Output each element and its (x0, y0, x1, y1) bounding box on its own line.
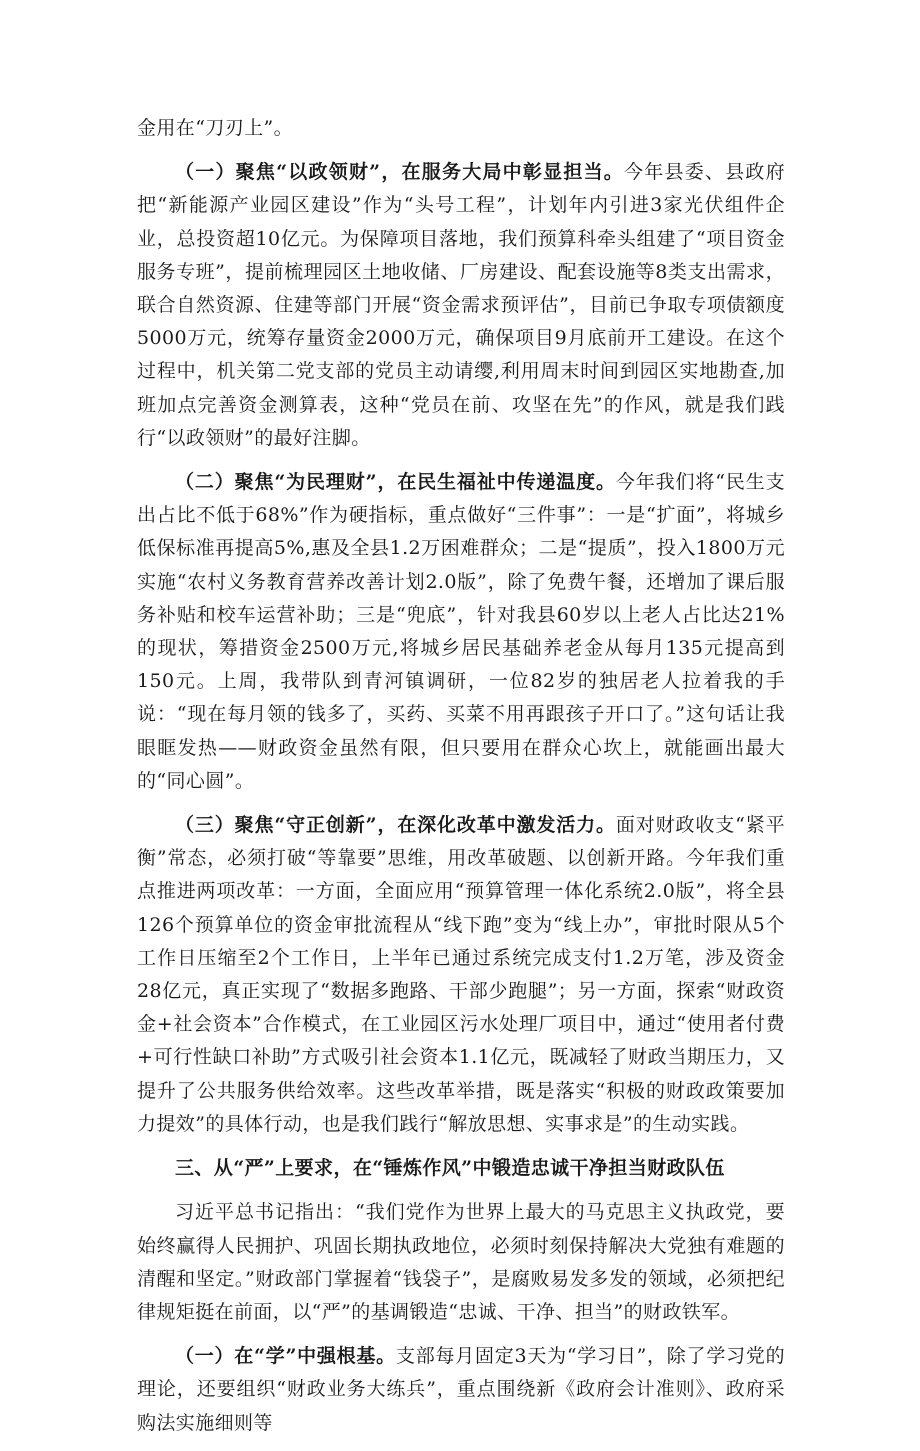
paragraph-lead: （三）聚焦“守正创新”，在深化改革中激发活力。 (175, 814, 616, 837)
paragraph-body: 支部每月固定3天为“学习日”，除了学习党的理论，还要组织“财政业务大练兵”，重点围绕新《政府会计准则》、政府采购法实施细则等 (137, 1345, 785, 1434)
paragraph-lead: （一）聚焦“以政领财”，在服务大局中彰显担当。 (175, 161, 625, 184)
paragraph-innovation (137, 809, 785, 1141)
paragraph-finance-for-people (137, 466, 785, 798)
paragraph-body: 面对财政收支“紧平衡”常态，必须打破“等靠要”思维，用改革破题、以创新开路。今年我们重点推进两项改革：一方面，全面应用“预算管理一体化系统2.0版”，将全县126个预算单位的资金审批流程从“线下跑”变为“线上办”，审批时限从5个工作日压缩至2个工作日，上半年已通过系统完成支付1.2万笔，涉及资金28亿元，真正实现了“数据多跑路、干部少跑腿”；另一方面，探索“财政资金+社会资本”合作模式，在工业园区污水处理厂项目中，通过“使用者付费+可行性缺口补助”方式吸引社会资本1.1亿元，既减轻了财政当期压力，又提升了公共服务供给效率。这些改革举措，既是落实“积极的财政政策要加力提效”的具体行动，也是我们践行“解放思想、实事求是”的生动实践。 (137, 814, 785, 1135)
paragraph-study (137, 1340, 785, 1440)
section-heading: 三、从“严”上要求，在“锤炼作风”中锻造忠诚干净担当财政队伍 (175, 1157, 725, 1180)
quote-paragraph: 习近平总书记指出：“我们党作为世界上最大的马克思主义执政党，要始终赢得人民拥护、巩固长期执政地位，必须时刻保持解决大党独有难题的清醒和坚定。”财政部门掌握着“钱袋子”，是腐败易发多发的领域，必须把纪律规矩挺在前面，以“严”的基调锻造“忠诚、干净、担当”的财政铁军。 (137, 1201, 785, 1323)
continuation-text: 金用在“刀刃上”。 (137, 117, 294, 139)
paragraph-lead: （二）聚焦“为民理财”，在民生福祉中传递温度。 (175, 471, 616, 494)
paragraph-body: 今年我们将“民生支出占比不低于68%”作为硬指标，重点做好“三件事”：一是“扩面”，将城乡低保标准再提高5%,惠及全县1.2万困难群众；二是“提质”，投入1800万元实施“农村义务教育营养改善计划2.0版”，除了免费午餐，还增加了课后服务补贴和校车运营补助；三是“兜底”，针对我县60岁以上老人占比达21%的现状，筹措资金2500万元,将城乡居民基础养老金从每月135元提高到150元。上周，我带队到青河镇调研，一位82岁的独居老人拉着我的手说：“现在每月领的钱多了，买药、买菜不用再跟孩子开口了。”这句话让我眼眶发热——财政资金虽然有限，但只要用在群众心坎上，就能画出最大的“同心圆”。 (137, 471, 785, 792)
paragraph-body: 今年县委、县政府把“新能源产业园区建设”作为“头号工程”，计划年内引进3家光伏组件企业，总投资超10亿元。为保障项目落地，我们预算科牵头组建了“项目资金服务专班”，提前梳理园区土地收储、厂房建设、配套设施等8类支出需求，联合自然资源、住建等部门开展“资金需求预评估”，目前已争取专项债额度5000万元，统筹存量资金2000万元，确保项目9月底前开工建设。在这个过程中，机关第二党支部的党员主动请缨,利用周末时间到园区实地勘查,加班加点完善资金测算表，这种“党员在前、攻坚在先”的作风，就是我们践行“以政领财”的最好注脚。 (137, 161, 786, 449)
document-body (137, 112, 785, 1451)
paragraph-politics-led-finance (137, 156, 785, 455)
paragraph-lead: （一）在“学”中强根基。 (175, 1345, 396, 1368)
